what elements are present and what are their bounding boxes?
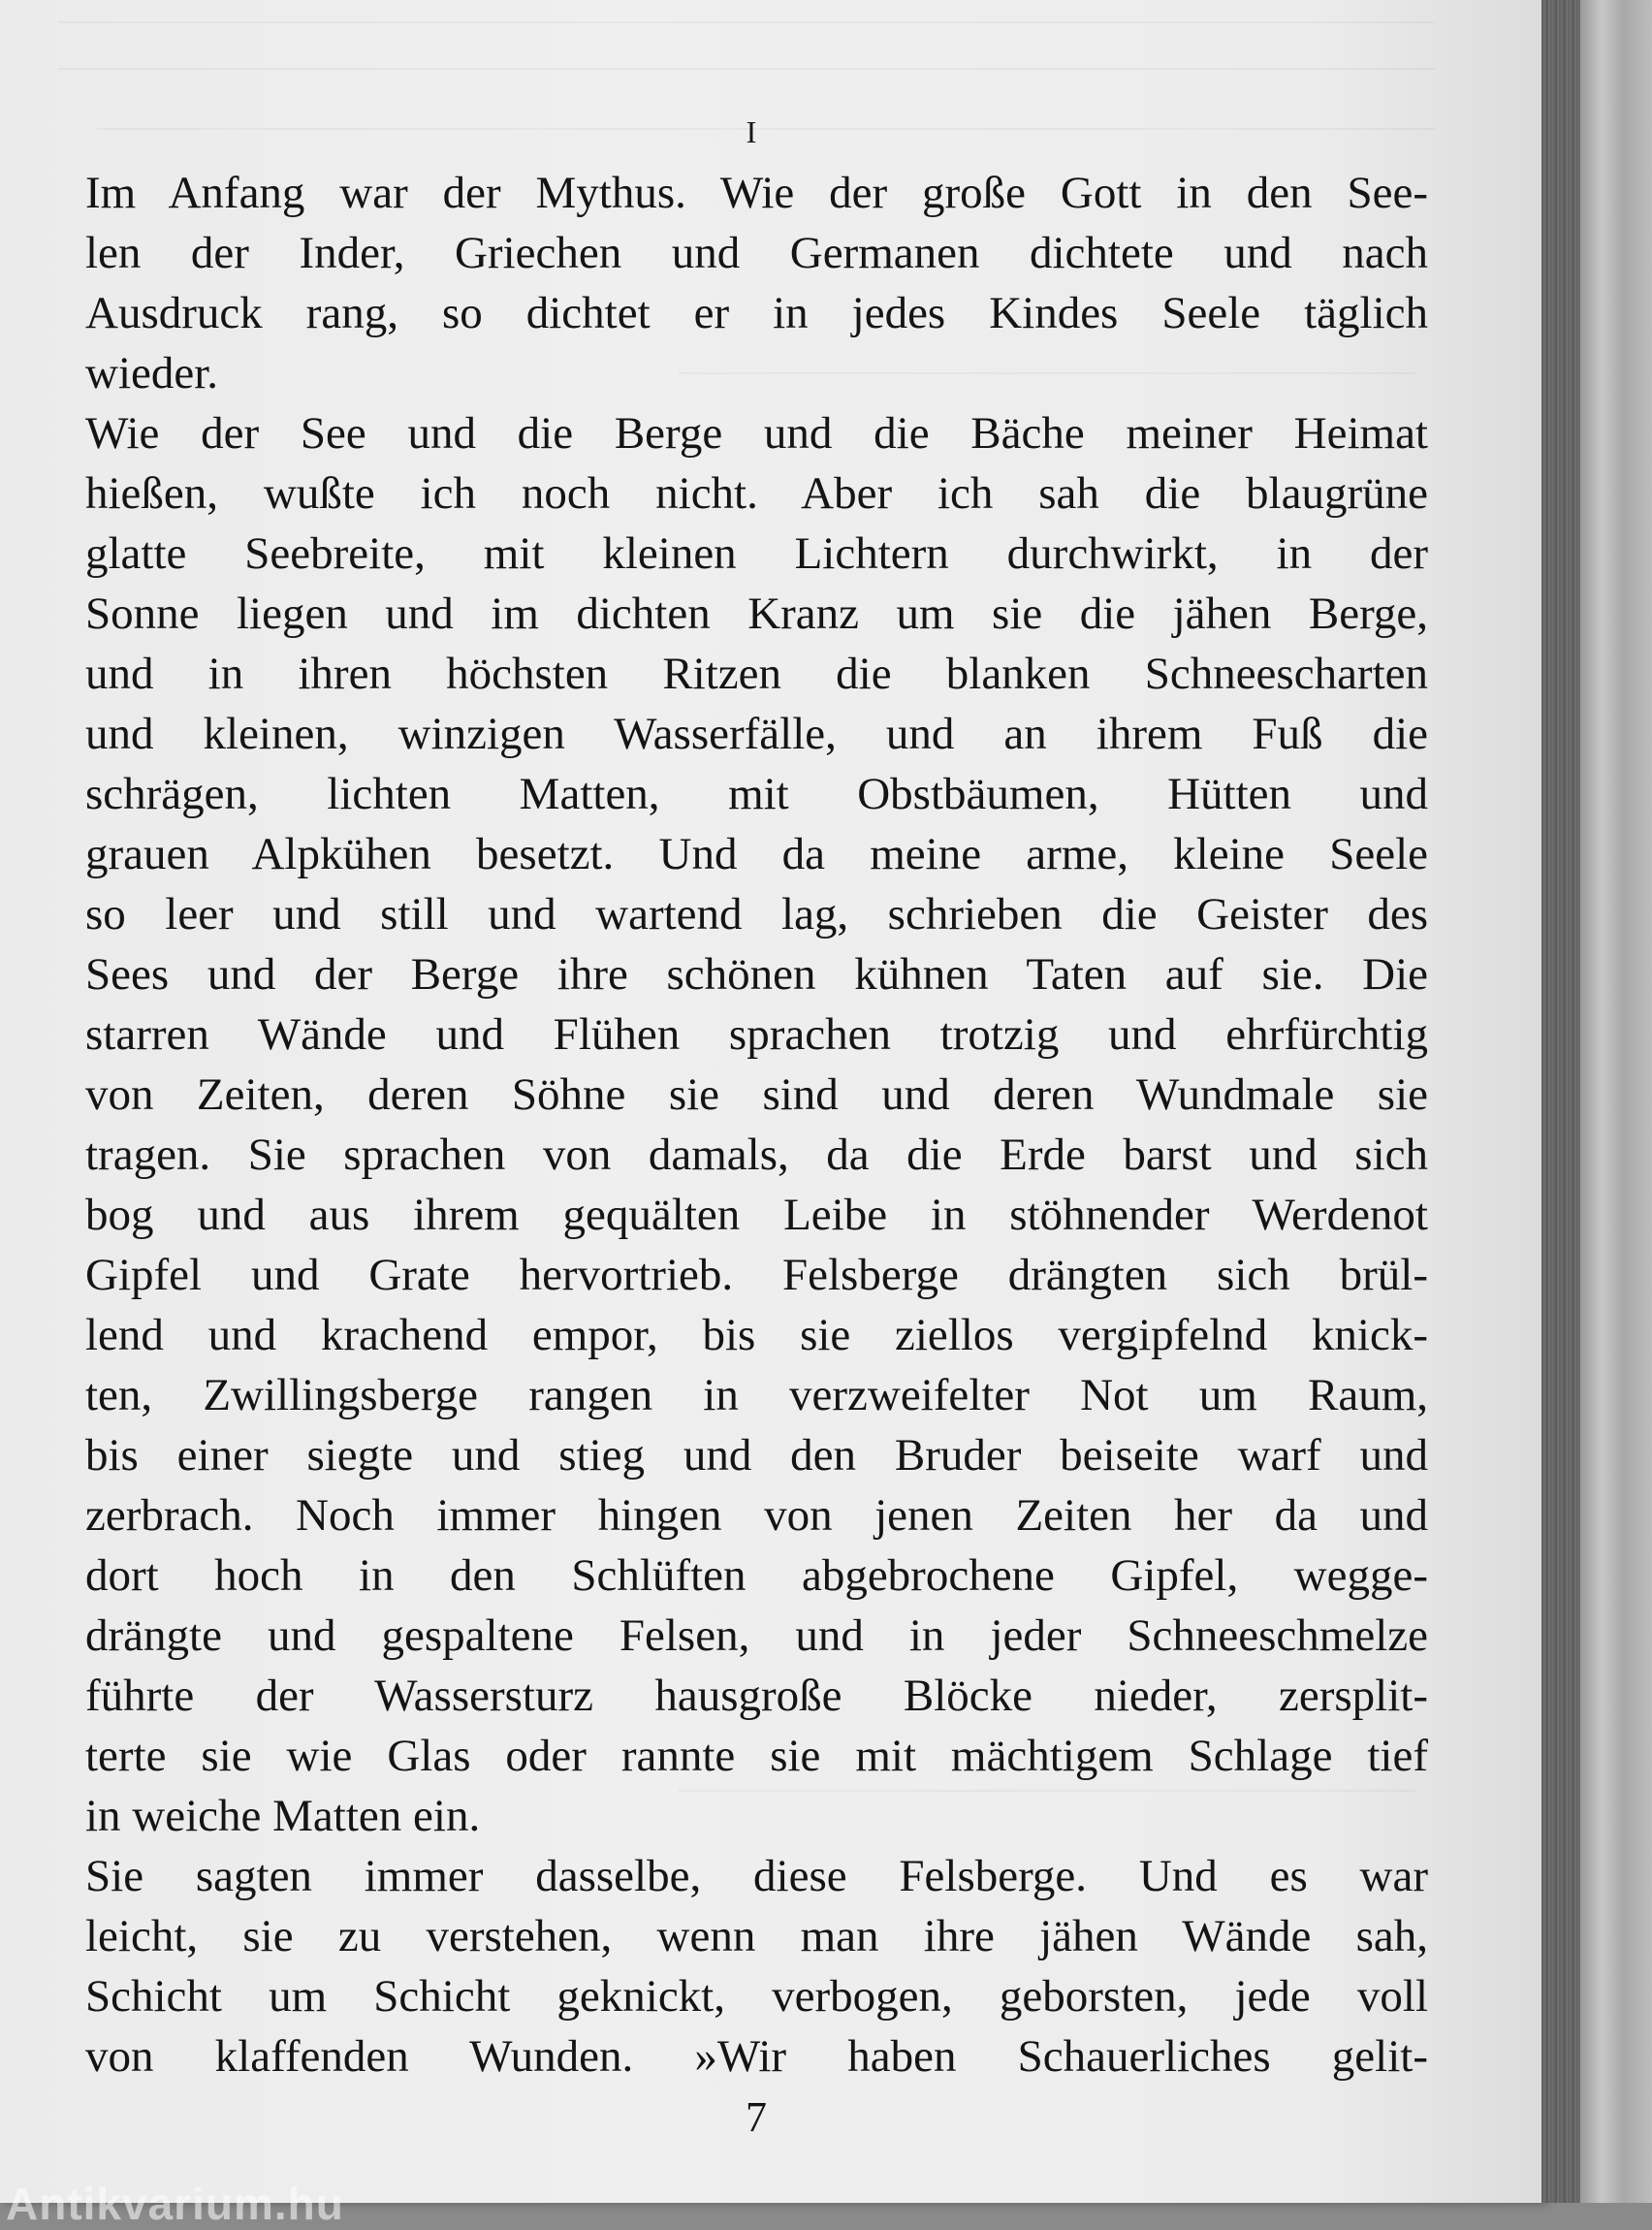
text-line: bog und aus ihrem gequälten Leibe in stöhnender Werdenot	[85, 1190, 1428, 1240]
text-line: ten, Zwillingsberge rangen in verzweifelter Not um Raum,	[85, 1370, 1428, 1420]
chapter-number: I	[746, 114, 757, 149]
text-line: bis einer siegte und stieg und den Bruder beiseite warf und	[85, 1430, 1428, 1481]
text-line: dort hoch in den Schlüften abgebrochene Gipfel, wegge-	[85, 1550, 1428, 1601]
text-line: starren Wände und Flühen sprachen trotzig und ehrfürchtig	[85, 1009, 1428, 1060]
text-line: und kleinen, winzigen Wasserfälle, und an ihrem Fuß die	[85, 709, 1428, 759]
text-line: grauen Alpkühen besetzt. Und da meine arme, kleine Seele	[85, 829, 1428, 879]
text-line: von klaffenden Wunden. »Wir haben Schauerliches gelit-	[85, 2031, 1428, 2082]
text-line: führte der Wassersturz hausgroße Blöcke nieder, zersplit-	[85, 1671, 1428, 1721]
text-line: Im Anfang war der Mythus. Wie der große Gott in den See-	[85, 168, 1428, 218]
page-edges	[1541, 0, 1652, 2203]
text-line: len der Inder, Griechen und Germanen dichtete und nach	[85, 228, 1428, 278]
text-line: von Zeiten, deren Söhne sie sind und deren Wundmale sie	[85, 1069, 1428, 1120]
text-line: so leer und still und wartend lag, schrieben die Geister des	[85, 889, 1428, 940]
text-line: und in ihren höchsten Ritzen die blanken Schneescharten	[85, 649, 1428, 699]
text-line: terte sie wie Glas oder rannte sie mit mächtigem Schlage tief	[85, 1731, 1428, 1781]
body-text	[85, 163, 1428, 2087]
background-surface	[1580, 0, 1652, 2203]
text-line: Wie der See und die Berge und die Bäche meiner Heimat	[85, 408, 1428, 459]
text-line: leicht, sie zu verstehen, wenn man ihre jähen Wände sah,	[85, 1911, 1428, 1961]
text-line: drängte und gespaltene Felsen, und in jeder Schneeschmelze	[85, 1610, 1428, 1661]
text-line: Schicht um Schicht geknickt, verbogen, geborsten, jede voll	[85, 1971, 1428, 2022]
text-line: hießen, wußte ich noch nicht. Aber ich sah die blaugrüne	[85, 468, 1428, 519]
text-line: Ausdruck rang, so dichtet er in jedes Kindes Seele täglich	[85, 288, 1428, 338]
page-number: 7	[746, 2093, 767, 2141]
text-line: tragen. Sie sprachen von damals, da die Erde barst und sich	[85, 1130, 1428, 1180]
watermark: Antikvarium.hu	[6, 2179, 344, 2229]
text-line: glatte Seebreite, mit kleinen Lichtern durchwirkt, in der	[85, 528, 1428, 579]
text-line: Sees und der Berge ihre schönen kühnen Taten auf sie. Die	[85, 949, 1428, 1000]
text-line: Sonne liegen und im dichten Kranz um sie die jähen Berge,	[85, 589, 1428, 639]
text-line: wieder.	[85, 348, 219, 398]
text-line: schrägen, lichten Matten, mit Obstbäumen, Hütten und	[85, 769, 1428, 819]
text-line: Sie sagten immer dasselbe, diese Felsberge. Und es war	[85, 1851, 1428, 1901]
text-line: lend und krachend empor, bis sie ziellos vergipfelnd knick-	[85, 1310, 1428, 1360]
text-line: zerbrach. Noch immer hingen von jenen Zeiten her da und	[85, 1490, 1428, 1541]
text-line: in weiche Matten ein.	[85, 1791, 481, 1841]
text-line: Gipfel und Grate hervortrieb. Felsberge drängten sich brül-	[85, 1250, 1428, 1300]
